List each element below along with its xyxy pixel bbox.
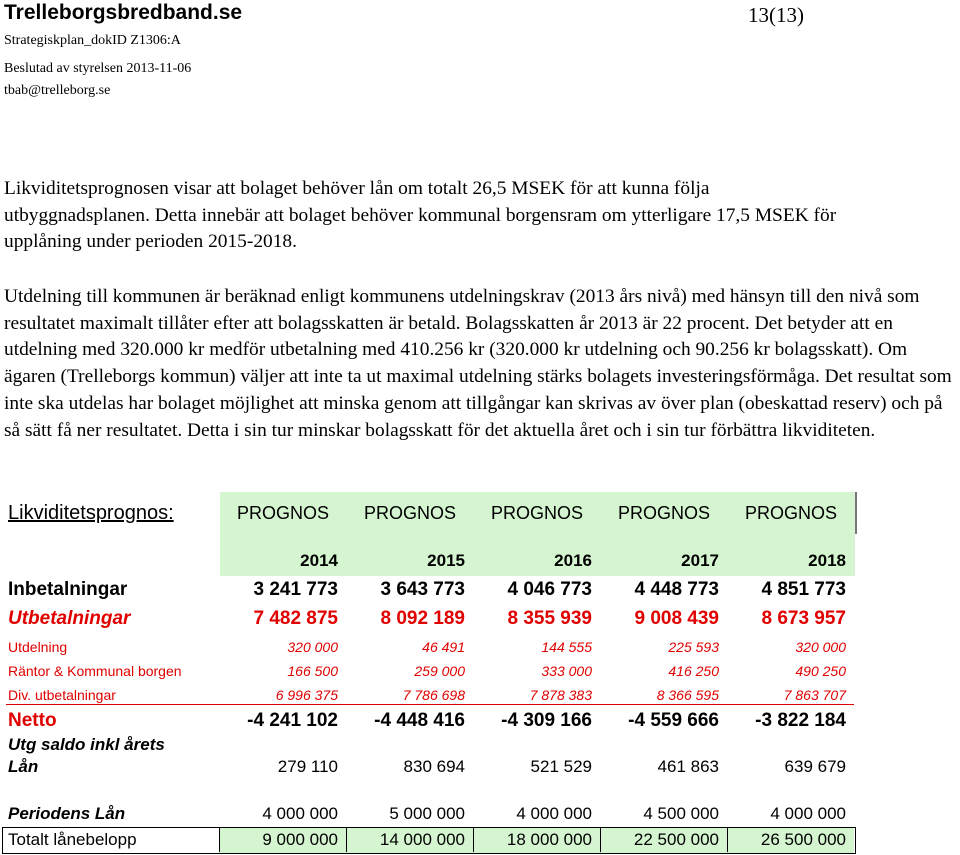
row-value: 4 046 773 — [507, 579, 592, 600]
document-header-title: Trelleborgsbredband.se — [4, 1, 243, 24]
row-value: 14 000 000 — [379, 830, 465, 849]
row-value: 46 491 — [422, 639, 465, 655]
row-value: 4 000 000 — [516, 804, 592, 823]
row-value: -4 241 102 — [247, 710, 338, 731]
row-value: -3 822 184 — [755, 710, 846, 731]
underline-divider — [6, 704, 854, 705]
row-value: 4 000 000 — [770, 804, 846, 823]
row-value: 3 241 773 — [253, 579, 338, 600]
table-title: Likviditetsprognos: — [8, 502, 174, 524]
row-label: Inbetalningar — [8, 579, 128, 600]
prognos-label: PROGNOS — [236, 503, 329, 523]
year-header: 2015 — [427, 551, 465, 570]
row-label: Periodens Lån — [8, 804, 126, 823]
row-value: 490 250 — [795, 663, 846, 679]
row-label: Utg saldo inkl årets — [8, 735, 165, 754]
prognos-label: PROGNOS — [490, 503, 583, 523]
decision-date: Beslutad av styrelsen 2013-11-06 — [4, 61, 192, 76]
row-value: 4 448 773 — [634, 579, 719, 600]
row-label: Utdelning — [8, 639, 68, 655]
row-value: 9 008 439 — [634, 608, 719, 629]
row-value: -4 559 666 — [628, 710, 719, 731]
paragraph-dividend — [4, 284, 960, 444]
row-label: Utbetalningar — [8, 608, 131, 629]
paragraph-liquidity-text: Likviditetsprognosen visar att bolaget behöver lån om totalt 26,5 MSEK för att kunna följa utbyggnadsplanen. Detta innebär att bolaget behöver kommunal borgensram om ytterligare 17,5 MSEK för upplåning under perioden 2015-2018. — [4, 178, 837, 253]
row-value: 26 500 000 — [760, 830, 846, 849]
row-value: 166 500 — [287, 663, 338, 679]
contact-email[interactable]: tbab@trelleborg.se — [4, 83, 111, 98]
prognos-label: PROGNOS — [617, 503, 710, 523]
row-label: Netto — [8, 710, 57, 731]
row-value: 22 500 000 — [633, 830, 719, 849]
row-value: 4 851 773 — [761, 579, 846, 600]
row-value: 6 996 375 — [275, 687, 338, 703]
row-value: 9 000 000 — [262, 830, 338, 849]
row-value: 333 000 — [541, 663, 592, 679]
paragraph-liquidity — [4, 176, 844, 256]
document-id: Strategiskplan_dokID Z1306:A — [4, 33, 181, 48]
row-value: 320 000 — [287, 639, 338, 655]
row-label: Lån — [8, 757, 39, 776]
year-header: 2014 — [300, 551, 338, 570]
row-value: 7 786 698 — [402, 687, 465, 703]
year-header: 2017 — [681, 551, 719, 570]
row-value: 8 673 957 — [761, 608, 846, 629]
year-header: 2016 — [554, 551, 592, 570]
page-number: 13(13) — [748, 3, 804, 27]
paragraph-dividend-text: Utdelning till kommunen är beräknad enligt kommunens utdelningskrav (2013 års nivå) med hänsyn till den nivå som resultatet maximalt tillåter efter att bolagsskatten är betald. Bolagsskatten år 2013 är 22 procent. Det betyder att en utdelning med 320.000 kr medför utbetalning med 410.256 kr (320.000 kr utdelning och 90.256 kr bolagsskatt). Om ägaren (Trelleborgs kommun) väljer att inte ta ut maximal utdelning stärks bolagets investeringsförmåga. Det resultat som inte ska utdelas har bolaget möjlighet att minska genom att tillgångar kan skrivas av över plan (obeskattad reserv) och på så sätt få ner resultatet. Detta i sin tur minskar bolagsskatt för det aktuella året och i sin tur förbättra likviditeten. — [4, 286, 952, 441]
row-value: 7 878 383 — [529, 687, 592, 703]
row-value: 259 000 — [414, 663, 465, 679]
row-value: 8 355 939 — [507, 608, 592, 629]
row-value: 8 092 189 — [380, 608, 465, 629]
row-value: 4 500 000 — [643, 804, 719, 823]
row-value: -4 309 166 — [501, 710, 592, 731]
row-value: 18 000 000 — [506, 830, 592, 849]
row-value: 521 529 — [530, 757, 592, 776]
row-value: 279 110 — [277, 757, 338, 776]
row-value: 320 000 — [795, 639, 846, 655]
prognos-label: PROGNOS — [744, 503, 837, 523]
row-value: 7 482 875 — [253, 608, 338, 629]
row-label: Div. utbetalningar — [8, 687, 116, 703]
row-value: 416 250 — [668, 663, 719, 679]
row-value: 4 000 000 — [262, 804, 338, 823]
year-header: 2018 — [808, 551, 846, 570]
row-value: 7 863 707 — [783, 687, 846, 703]
row-label: Räntor & Kommunal borgen — [8, 663, 182, 679]
row-value: 144 555 — [541, 639, 592, 655]
row-value: 3 643 773 — [380, 579, 465, 600]
row-value: 5 000 000 — [389, 804, 465, 823]
row-value: -4 448 416 — [374, 710, 465, 731]
row-value: 830 694 — [403, 757, 465, 776]
row-value: 8 366 595 — [656, 687, 719, 703]
row-value: 225 593 — [668, 639, 719, 655]
row-value: 639 679 — [784, 757, 846, 776]
row-label: Totalt lånebelopp — [8, 830, 137, 849]
prognos-label: PROGNOS — [363, 503, 456, 523]
row-value: 461 863 — [657, 757, 719, 776]
